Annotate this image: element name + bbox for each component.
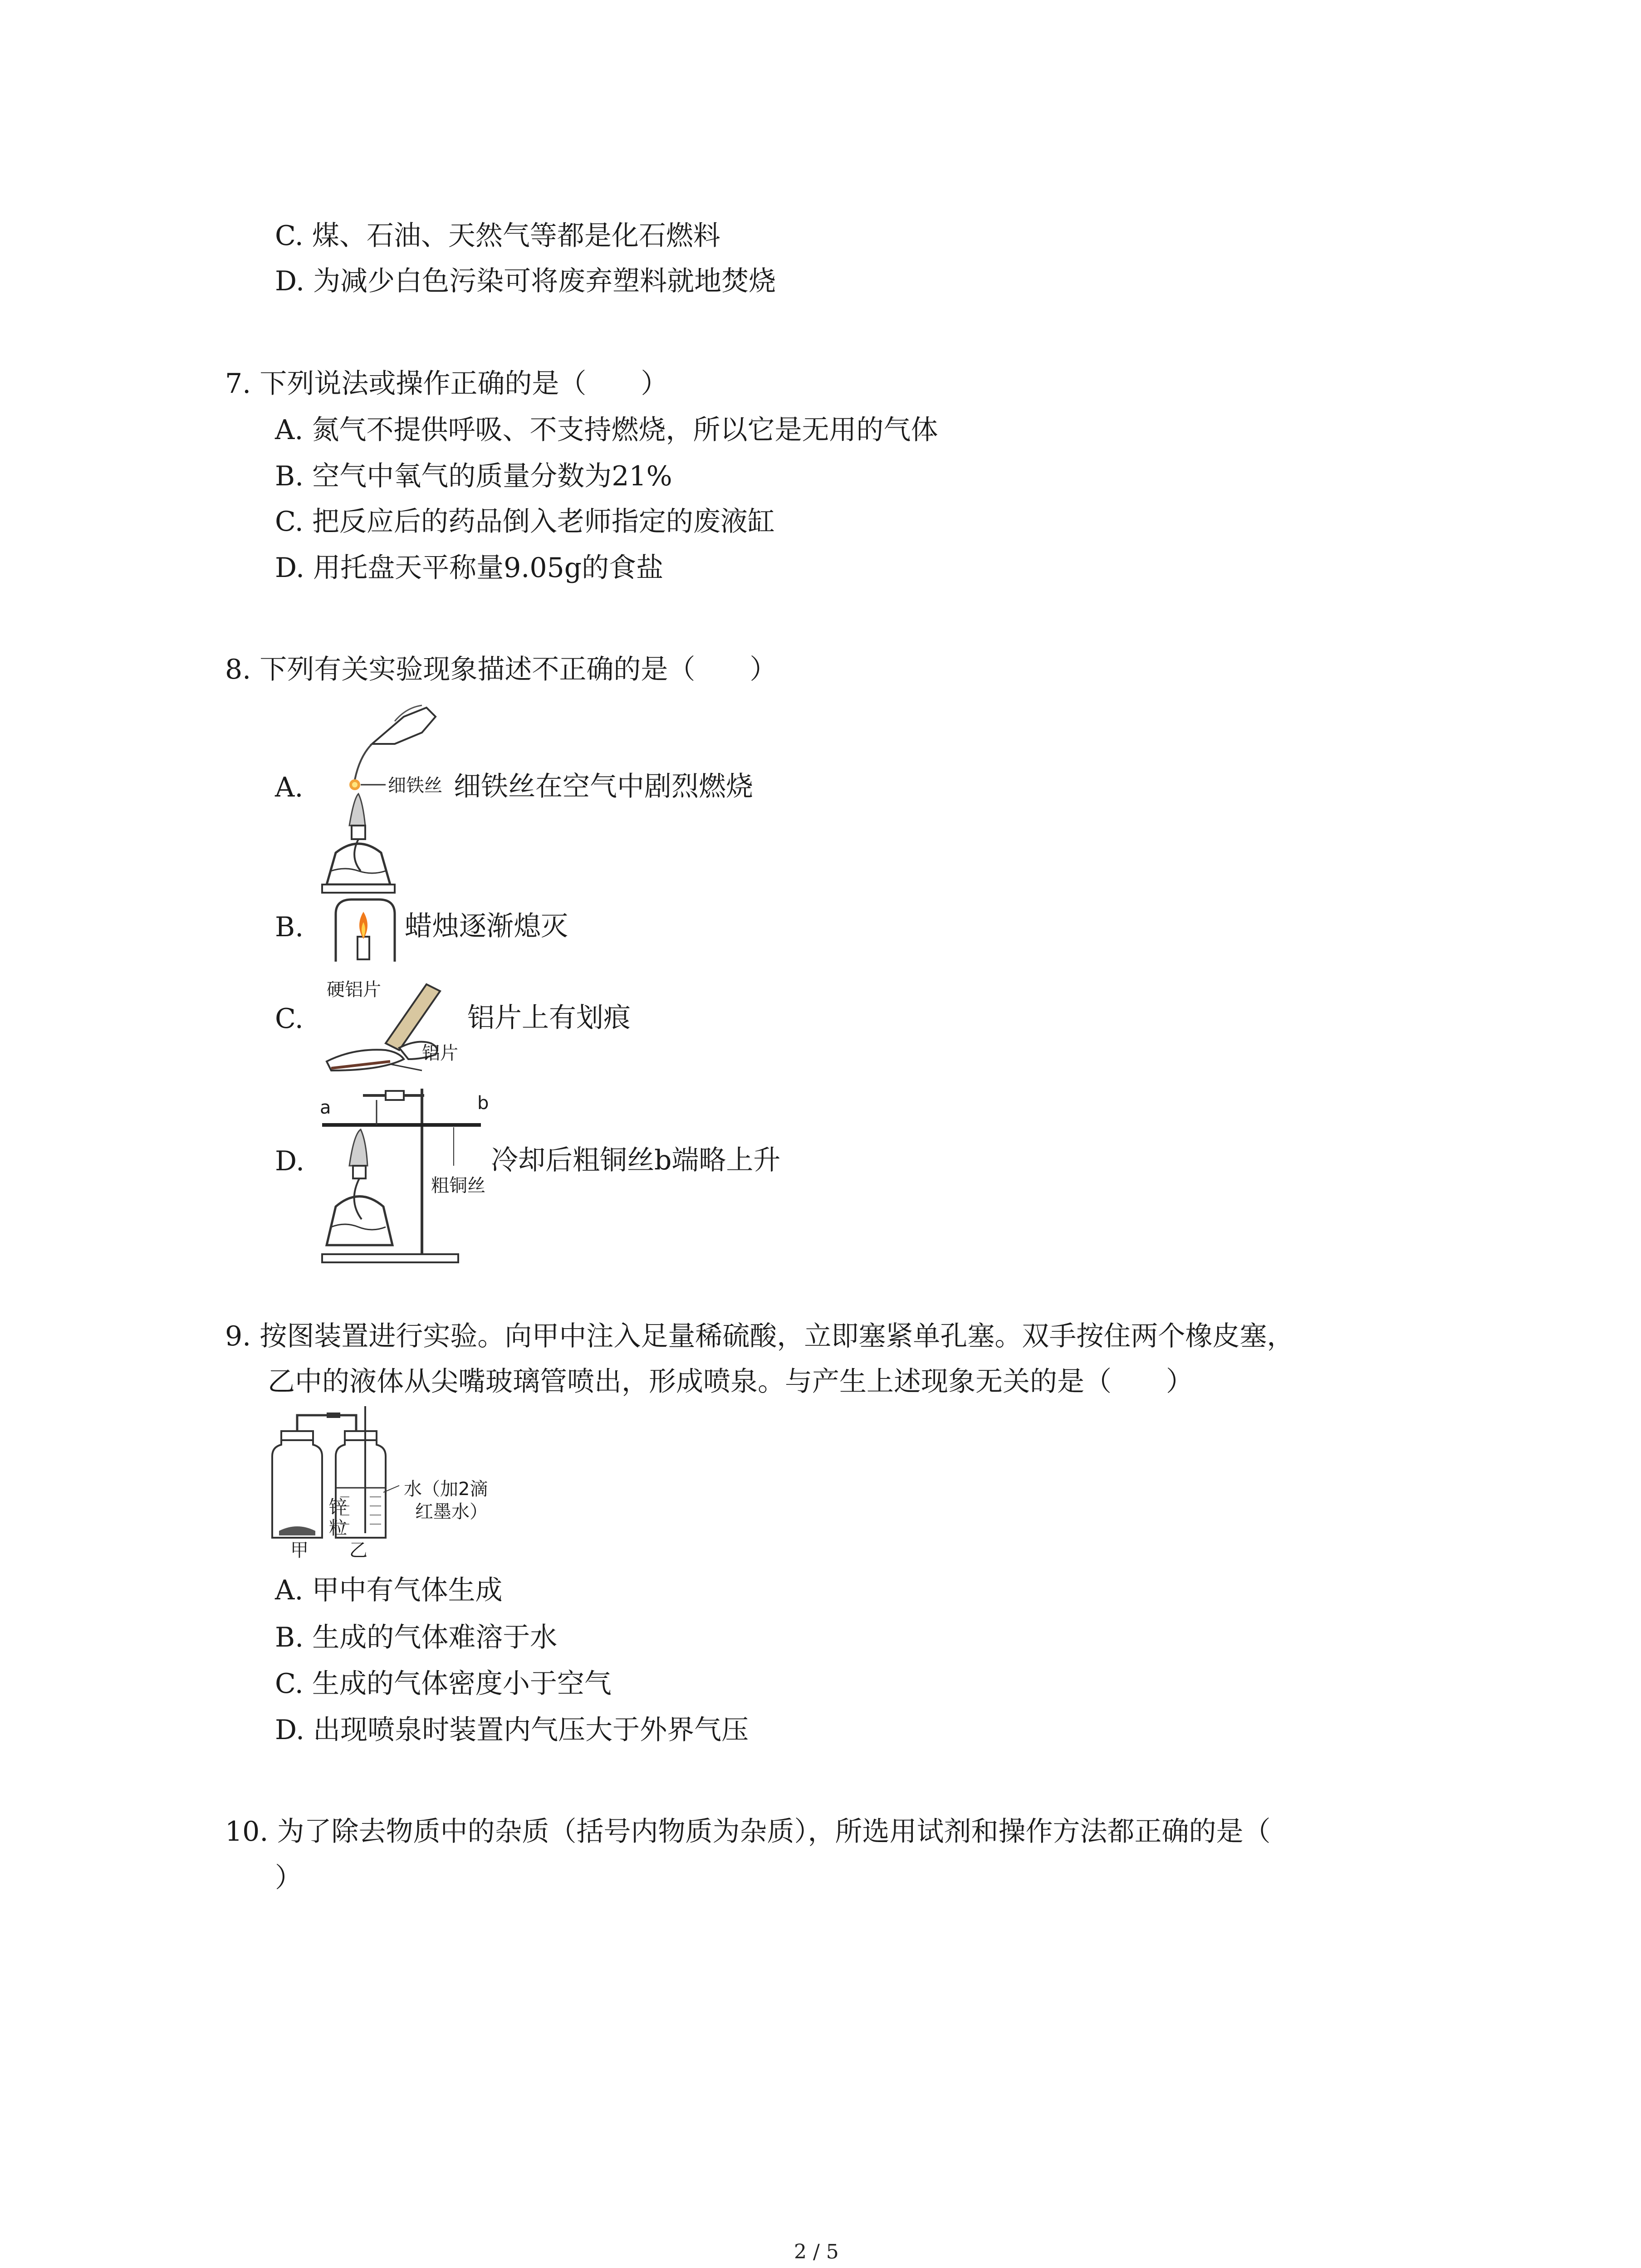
q9-option-d: D. 出现喷泉时装置内气压大于外界气压 [275,1714,749,1746]
q7-option-c: C. 把反应后的药品倒入老师指定的废液缸 [275,506,775,538]
wire-end-b-label: b [477,1093,489,1114]
q9-stem-line1: 9. 按图装置进行实验。向甲中注入足量稀硫酸，立即塞紧单孔塞。双手按住两个橡皮塞， [225,1320,1294,1352]
q7-stem: 7. 下列说法或操作正确的是（ ） [225,368,668,400]
q6-option-c: C. 煤、石油、天然气等都是化石燃料 [275,220,720,252]
q10-stem-line2: ） [275,1862,302,1894]
q8-option-b-letter: B. [275,911,304,943]
bottle-yi-label: 乙 [349,1540,367,1561]
iron-wire-label: 细铁丝 [388,775,442,796]
q6-option-d: D. 为减少白色污染可将废弃塑料就地焚烧 [275,265,776,297]
q8-option-b-text: 蜡烛逐渐熄灭 [405,910,568,942]
q8-stem: 8. 下列有关实验现象描述不正确的是（ ） [225,654,777,685]
q9-option-b: B. 生成的气体难溶于水 [275,1622,558,1653]
copper-wire-label: 粗铜丝 [431,1175,485,1196]
q9-stem-line2: 乙中的液体从尖嘴玻璃管喷出，形成喷泉。与产生上述现象无关的是（ ） [268,1366,1193,1398]
q8-option-d-letter: D. [275,1145,305,1177]
zinc-label-line1: 锌 [329,1497,347,1518]
q7-option-b: B. 空气中氧气的质量分数为21% [275,460,672,492]
q9-option-a: A. 甲中有气体生成 [275,1574,503,1606]
q8-option-d-text: 冷却后粗铜丝b端略上升 [491,1144,781,1176]
copper-wire-lever-figure [318,1075,499,1266]
zinc-label-line2: 粒 [329,1518,347,1539]
q7-option-d: D. 用托盘天平称量9.05g的食盐 [275,552,664,584]
water-label-line2: 红墨水） [415,1501,488,1522]
q9-option-c: C. 生成的气体密度小于空气 [275,1668,612,1700]
bottle-jia-label: 甲 [290,1540,309,1561]
page-number: 2 / 5 [794,2240,839,2263]
q8-option-c-letter: C. [275,1003,304,1035]
q8-option-a-letter: A. [275,772,304,803]
q7-option-a: A. 氮气不提供呼吸、不支持燃烧，所以它是无用的气体 [275,414,938,446]
water-label-line1: 水（加2滴 [404,1479,488,1500]
q8-option-a-text: 细铁丝在空气中剧烈燃烧 [454,771,753,802]
q10-stem-line1: 10. 为了除去物质中的杂质（括号内物质为杂质），所选用试剂和操作方法都正确的是（ [225,1816,1271,1848]
hard-aluminum-label: 硬铝片 [327,979,381,1000]
q8-option-c-text: 铝片上有划痕 [467,1002,631,1034]
candle-bell-jar-figure [327,896,404,964]
aluminum-label: 铝片 [422,1043,458,1064]
wire-end-a-label: a [320,1097,331,1118]
